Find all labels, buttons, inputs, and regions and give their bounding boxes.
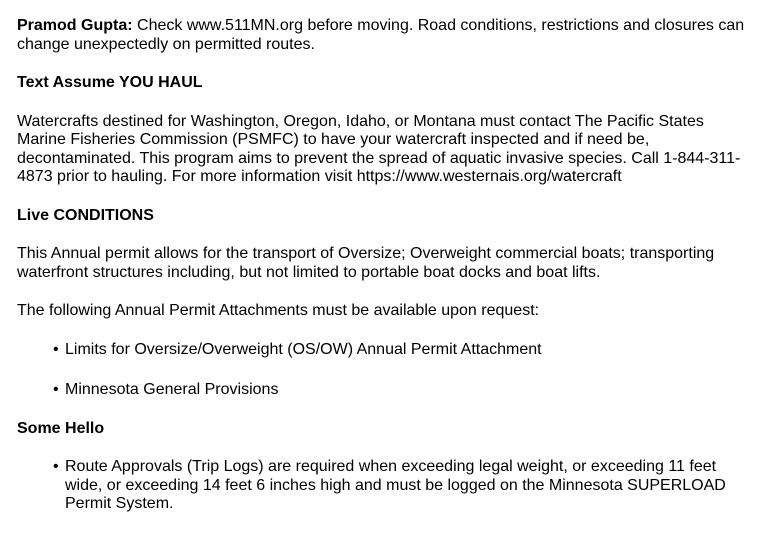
note-author: Pramod Gupta: (17, 17, 133, 34)
annual-permit-paragraph: This Annual permit allows for the transport of Oversize; Overweight commercial boats; transporting waterfront structures including, but not limited to portable boat docks and boat lifts. (17, 245, 715, 281)
list-item (53, 458, 757, 514)
watercraft-paragraph: Watercrafts destined for Washington, Oregon, Idaho, or Montana must contact The Pacific States Marine Fisheries Commission (PSMFC) to have your watercraft inspected and if need be, decontaminated. This program aims to prevent the spread of aquatic invasive species. Call 1-844-311-4873 prior to hauling. For more information visit https://www.westernais.org/watercraft (17, 112, 741, 185)
list-item-text: Limits for Oversize/Overweight (OS/OW) Annual Permit Attachment (65, 340, 542, 358)
route-approvals-list (17, 458, 757, 514)
author-note (17, 17, 757, 54)
attachments-list (17, 341, 757, 400)
bullet-icon: • (53, 458, 59, 475)
list-item (53, 340, 757, 360)
attachments-paragraph: The following Annual Permit Attachments must be available upon request: (17, 302, 540, 319)
list-item (53, 381, 757, 400)
section-heading-live-conditions: Live CONDITIONS (17, 206, 154, 224)
section-heading-text-assume: Text Assume YOU HAUL (17, 74, 203, 91)
bullet-icon: • (53, 381, 59, 398)
list-item-text: Route Approvals (Trip Logs) are required when exceeding legal weight, or exceeding 11 feet wide, or exceeding 14 feet 6 inches high and must be logged on the Minnesota SUPERLOAD Permit System. (65, 458, 726, 512)
list-item-text: Minnesota General Provisions (65, 381, 279, 398)
section-heading-some-hello: Some Hello (17, 419, 105, 437)
note-text: Check www.511MN.org before moving. Road conditions, restrictions and closures can change unexpectedly on permitted routes. (17, 17, 745, 53)
bullet-icon: • (53, 340, 59, 358)
